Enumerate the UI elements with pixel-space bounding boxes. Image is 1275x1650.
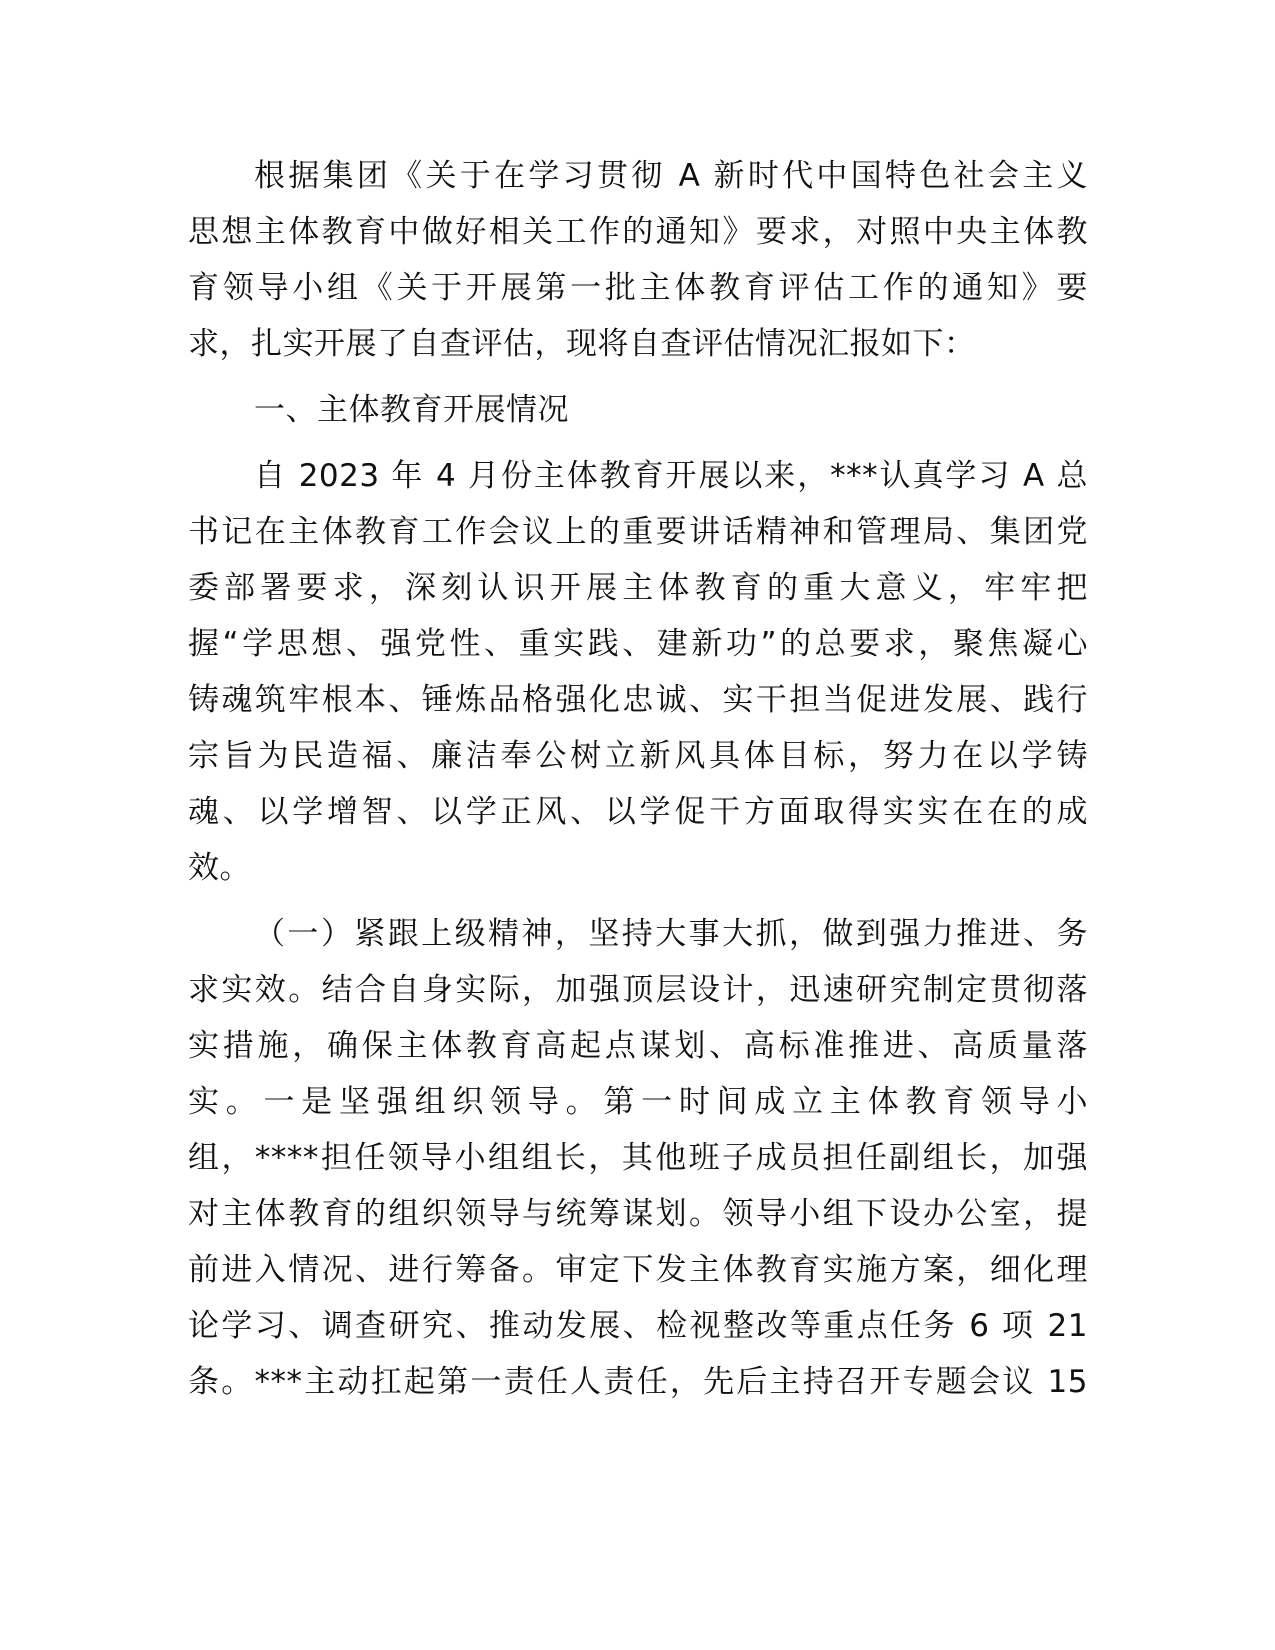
paragraph-2-line-8: 效。	[188, 850, 251, 886]
paragraph-2-line-7: 魂、以学增智、以学正风、以学促干方面取得实实在在的成	[188, 794, 1088, 830]
paragraph-3-line-9: 条。***主动扛起第一责任人责任，先后主持召开专题会议 15	[188, 1364, 1088, 1400]
paragraph-2-line-1: 自 2023 年 4 月份主体教育开展以来，***认真学习 A 总	[254, 458, 1088, 494]
paragraph-1-line-2: 思想主体教育中做好相关工作的通知》要求，对照中央主体教	[188, 214, 1088, 250]
paragraph-3-line-5: 组，****担任领导小组组长，其他班子成员担任副组长，加强	[188, 1140, 1088, 1176]
section-heading-1: 一、主体教育开展情况	[254, 392, 569, 428]
paragraph-2-line-5: 铸魂筑牢根本、锤炼品格强化忠诚、实干担当促进发展、践行	[188, 682, 1088, 718]
paragraph-3-line-1: （一）紧跟上级精神，坚持大事大抓，做到强力推进、务	[254, 916, 1088, 952]
paragraph-1-line-3: 育领导小组《关于开展第一批主体教育评估工作的通知》要	[188, 270, 1088, 306]
paragraph-2-line-3: 委部署要求，深刻认识开展主体教育的重大意义，牢牢把	[188, 570, 1088, 606]
paragraph-3-line-4: 实。一是坚强组织领导。第一时间成立主体教育领导小	[188, 1084, 1088, 1120]
paragraph-1-line-4: 求，扎实开展了自查评估，现将自查评估情况汇报如下：	[188, 326, 976, 362]
paragraph-3-line-7: 前进入情况、进行筹备。审定下发主体教育实施方案，细化理	[188, 1252, 1088, 1288]
paragraph-3-line-8: 论学习、调查研究、推动发展、检视整改等重点任务 6 项 21	[188, 1308, 1088, 1344]
paragraph-3-line-6: 对主体教育的组织领导与统筹谋划。领导小组下设办公室，提	[188, 1196, 1088, 1232]
paragraph-1-line-1: 根据集团《关于在学习贯彻 A 新时代中国特色社会主义	[254, 158, 1088, 194]
paragraph-2-line-4: 握“学思想、强党性、重实践、建新功”的总要求，聚焦凝心	[188, 626, 1088, 662]
paragraph-3-line-3: 实措施，确保主体教育高起点谋划、高标准推进、高质量落	[188, 1028, 1088, 1064]
paragraph-2-line-6: 宗旨为民造福、廉洁奉公树立新风具体目标，努力在以学铸	[188, 738, 1088, 774]
paragraph-3-line-2: 求实效。结合自身实际，加强顶层设计，迅速研究制定贯彻落	[188, 972, 1088, 1008]
paragraph-2-line-2: 书记在主体教育工作会议上的重要讲话精神和管理局、集团党	[188, 514, 1088, 550]
